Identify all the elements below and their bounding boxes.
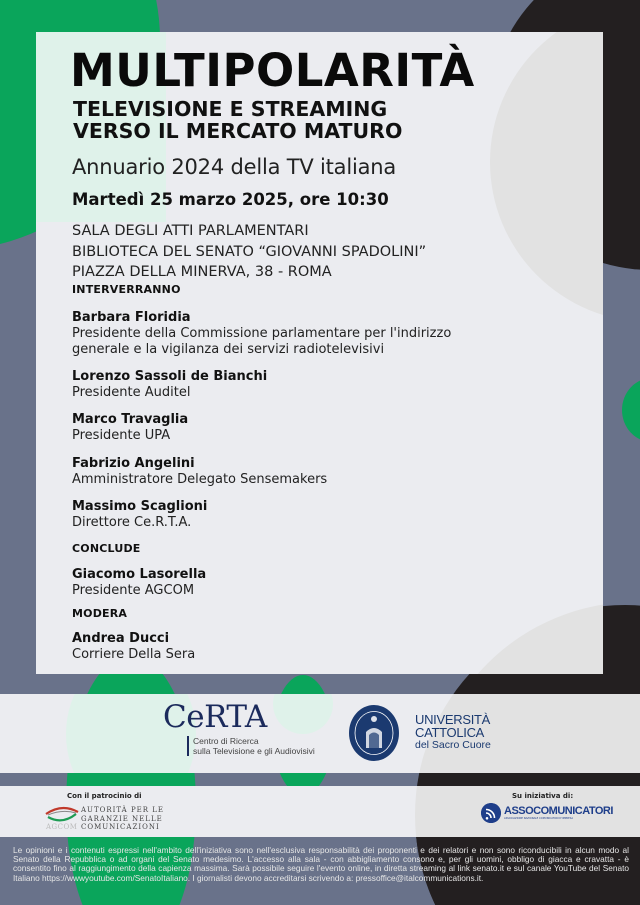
speaker-name: Giacomo Lasorella [72, 567, 207, 582]
card-tint [426, 602, 603, 674]
footer-disclaimer-area [0, 837, 640, 905]
section-conclude: CONCLUDE [72, 542, 141, 555]
decorative-green-circle-right [622, 378, 640, 442]
speaker-name: Lorenzo Sassoli de Bianchi [72, 369, 268, 384]
speaker-item [72, 499, 207, 531]
patronage-label: Con il patrocinio di [67, 792, 142, 800]
event-title: MULTIPOLARITÀ [70, 44, 475, 97]
assocomunicatori-words [504, 806, 613, 821]
agcom-line: AUTORITÀ PER LE [81, 806, 165, 814]
certa-desc-line: Centro di Ricerca [193, 736, 259, 746]
speaker-role: Amministratore Delegato Sensemakers [72, 472, 328, 487]
speaker-role: generale e la vigilanza dei servizi radiotelevisivi [72, 342, 385, 357]
divider-stripe [0, 773, 640, 786]
section-interverranno: INTERVERRANNO [72, 283, 181, 296]
venue-line: PIAZZA DELLA MINERVA, 38 - ROMA [72, 264, 332, 280]
speaker-item [72, 456, 327, 488]
subtitle-line: VERSO IL MERCATO MATURO [73, 119, 403, 143]
speaker-item [72, 310, 451, 358]
speaker-name: Barbara Floridia [72, 310, 191, 325]
assocomunicatori-name: ASSOCOMUNICATORI [504, 804, 613, 817]
ucsc-seal-icon [348, 704, 400, 762]
agcom-acronym: AGCOM [46, 823, 78, 831]
ucsc-line: del Sacro Cuore [415, 739, 491, 751]
venue-line: SALA DEGLI ATTI PARLAMENTARI [72, 223, 309, 239]
agcom-line: GARANZIE NELLE [81, 814, 163, 823]
agcom-logo-text [81, 806, 164, 832]
logo-band [0, 694, 640, 773]
event-card [36, 32, 603, 674]
ucsc-line: UNIVERSITÀ [415, 712, 491, 727]
initiative-label: Su iniziativa di: [512, 792, 574, 800]
certa-description [187, 736, 315, 756]
certa-wordmark: CeRTA [163, 699, 267, 735]
speaker-role: Presidente della Commissione parlamentare per l'indirizzo [72, 326, 452, 341]
card-tint [490, 32, 603, 322]
speaker-role: Presidente UPA [72, 428, 171, 443]
speaker-role: Presidente AGCOM [72, 583, 195, 598]
speaker-name: Massimo Scaglioni [72, 499, 208, 514]
speaker-role: Corriere Della Sera [72, 647, 196, 662]
event-date: Martedì 25 marzo 2025, ore 10:30 [72, 190, 389, 209]
event-subtitle [73, 98, 402, 142]
assocomunicatori-tagline: ASSOCIAZIONE NAZIONALE COMUNICATORI D'IMPRESA [504, 816, 574, 820]
ucsc-logo-text [415, 713, 491, 751]
speaker-name: Marco Travaglia [72, 412, 189, 427]
venue-line: BIBLIOTECA DEL SENATO “GIOVANNI SPADOLINI” [72, 243, 427, 260]
certa-logo [163, 700, 315, 756]
speaker-name: Fabrizio Angelini [72, 456, 195, 471]
agcom-logo-icon [44, 805, 80, 823]
speaker-name: Andrea Ducci [72, 631, 170, 646]
moderator-item [72, 631, 195, 663]
subtitle-line: TELEVISIONE E STREAMING [73, 97, 388, 121]
concluder-item [72, 567, 206, 599]
speaker-item [72, 369, 267, 401]
speaker-role: Direttore Ce.R.T.A. [72, 515, 192, 530]
disclaimer-text: Le opinioni e i contenuti espressi nell'ambito dell'iniziativa sono nell'esclusiva responsabilità dei proponenti e dei relatori e non sono riconducibili in alcun modo al Senato della Repubblica o ad organi del Senato medesimo. L'accesso alla sala - con abbigliamento consono e, per gli uomini, obbligo di giacca e cravatta - è consentito fino al raggiungimento della capienza massima. Sarà possibile seguire l'evento online, in diretta streaming al link senato.it e sul canale YouTube del Senato Italiano https://wwwyoutube.com/SenatoItaliano. I giornalisti devono accreditarsi scrivendo a: pressoffice@italcommunications.it. [13, 845, 629, 883]
certa-desc-line: sulla Televisione e gli Audiovisivi [193, 746, 315, 756]
venue-address [72, 221, 426, 283]
annuario-label: Annuario 2024 della TV italiana [72, 155, 397, 179]
wifi-signal-icon [481, 803, 501, 823]
assocomunicatori-logo [481, 803, 613, 823]
agcom-line: COMUNICAZIONI [81, 823, 160, 831]
speaker-item [72, 412, 188, 444]
speaker-role: Presidente Auditel [72, 385, 191, 400]
section-modera: MODERA [72, 607, 128, 620]
ucsc-line: CATTOLICA [415, 725, 485, 740]
